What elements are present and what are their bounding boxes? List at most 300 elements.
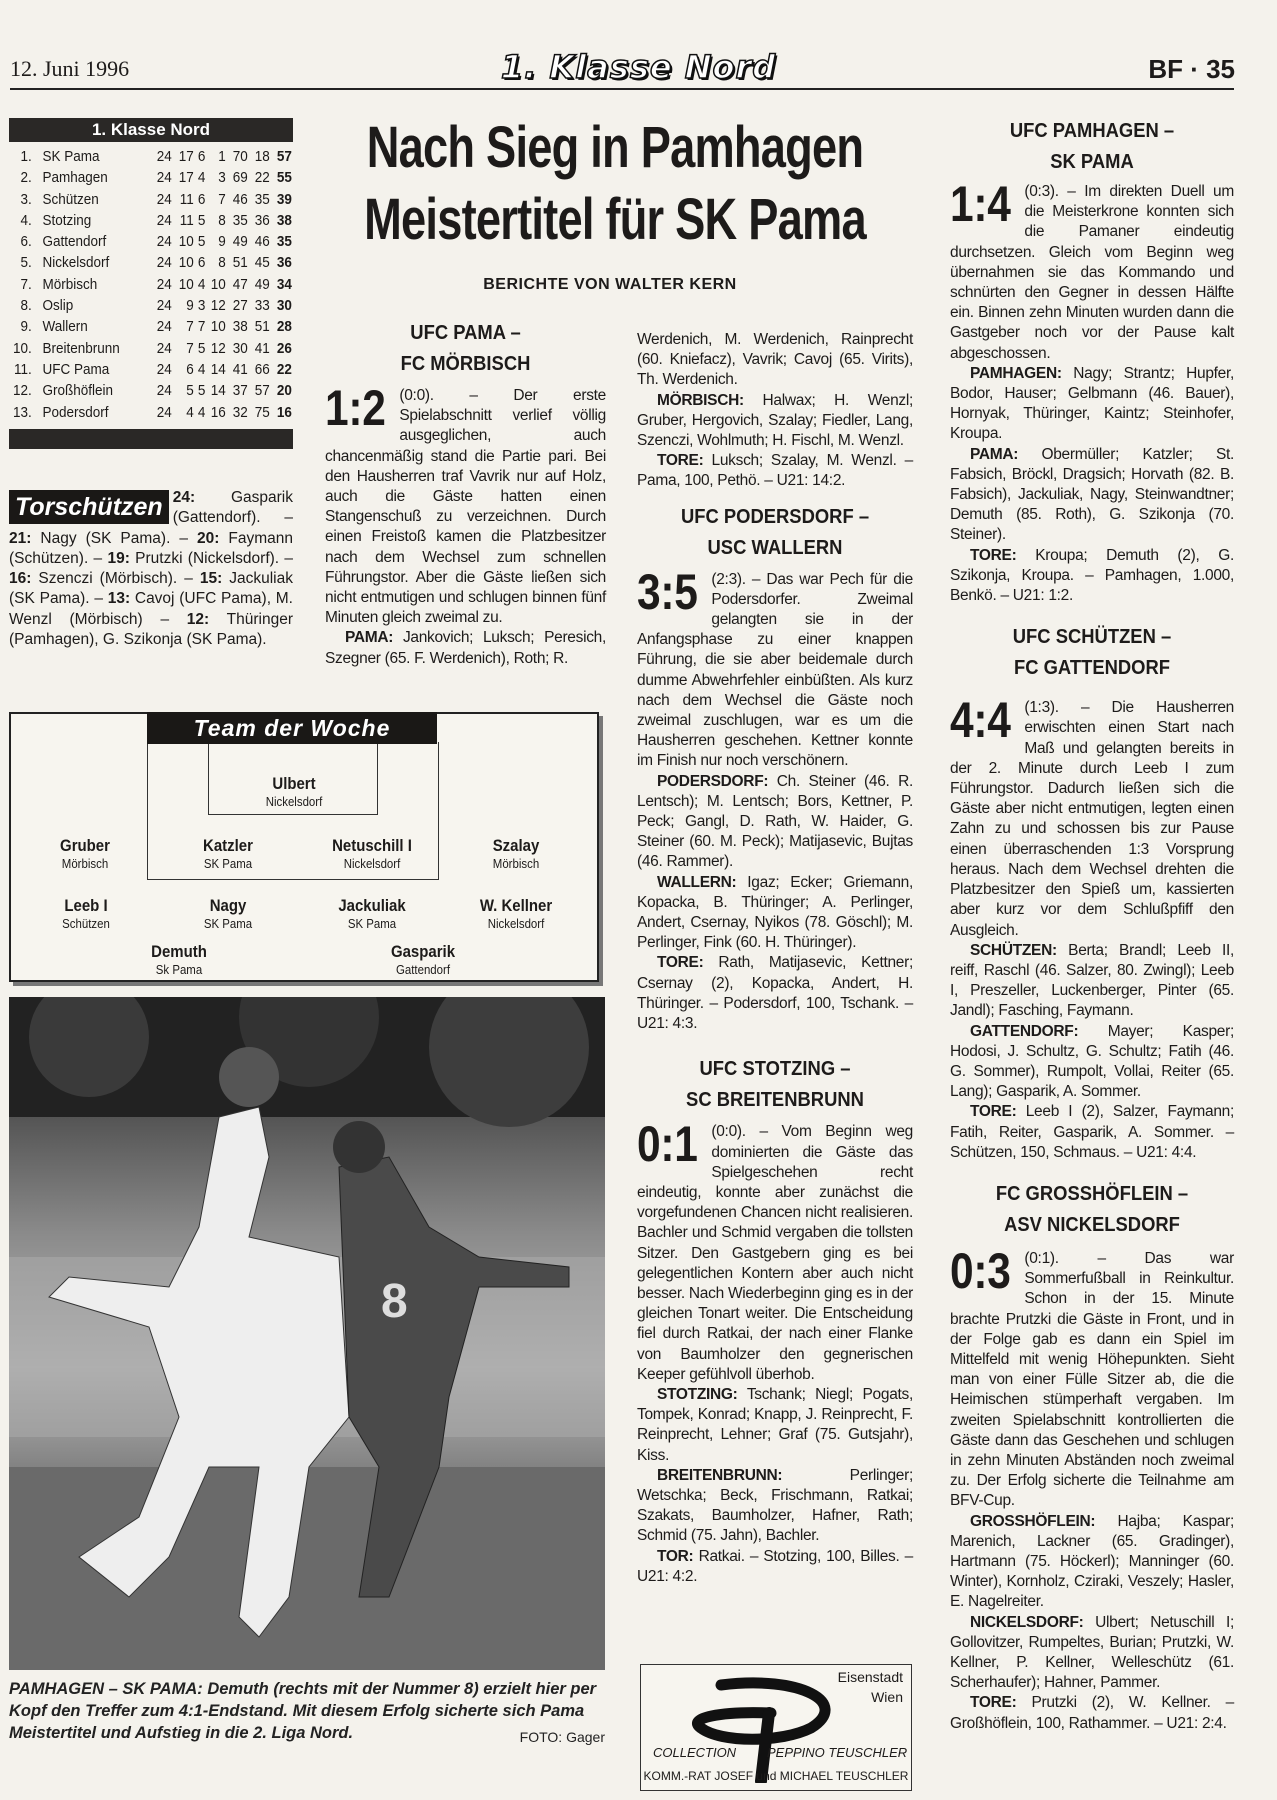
scorer-goals: 20: [196,529,220,547]
lineup-paragraph [637,772,913,873]
lineup-paragraph [325,628,606,668]
table-cell: 8 [218,211,227,229]
player [441,836,591,871]
table-cell: 24 [156,211,172,229]
advertisement [640,1664,912,1791]
lineup-paragraph [637,953,913,1034]
scorer-goals: 19: [107,549,130,567]
lineup-paragraph [950,364,1234,445]
table-cell: 4 [197,403,205,421]
table-cell: 7 [185,339,194,357]
table-cell: 49 [233,233,249,251]
lineup-paragraph [950,1512,1234,1613]
points: 34 [276,275,292,293]
away-team: FC GATTENDORF [1013,657,1171,680]
lineup-paragraph [637,1466,913,1547]
player [153,836,303,871]
home-team: UFC STOTZING – [699,1058,851,1081]
table-cell: 9 [218,233,227,251]
points: 30 [276,297,292,315]
scorer-name: Faymann (Schützen). – [9,529,293,567]
match-heading [961,116,1222,178]
table-cell: 5 [197,233,205,251]
team-label: SCHÜTZEN: [970,941,1057,959]
table-cell: 22 [254,169,270,187]
table-cell: 36 [254,211,270,229]
table-cell: 5. [20,254,32,272]
team-label: PAMHAGEN: [970,364,1062,382]
table-cell: 13. [13,403,32,421]
table-row [9,359,293,380]
ad-collection: COLLECTION [653,1745,737,1760]
table-cell: 8. [20,297,32,315]
paragraph-text: Ulbert; Netuschill I; Gollovitzer, Rumpeltes, Burian; Prutzki, W. Kellner, P. Kellner, Welleschütz (61. Scherhaufer); Hahner, Pammer. [950,1613,1234,1692]
table-cell: 16 [211,403,227,421]
table-cell: 17 [178,148,194,165]
match-summary [950,1242,1234,1512]
team-name: Gattendorf [42,233,107,251]
team-name: SK Pama [42,148,100,165]
team-name: Pamhagen [42,169,108,187]
top-scorers-title: Torschützen [9,490,169,524]
home-team: UFC PAMHAGEN – [1009,120,1175,142]
away-team: USC WALLERN [707,536,843,559]
paragraph-text: Leeb I (2), Salzer, Faymann; Fatih, Reiter, Gasparik, A. Sommer. – Schützen, 150, Schmaus. – U21: 4:4. [950,1103,1234,1161]
table-cell: 51 [254,318,270,336]
team-label: PAMA: [970,445,1019,463]
table-cell: 24 [156,190,172,208]
table-cell: 51 [233,254,249,272]
player-name: Nagy [209,896,247,915]
match-report [950,622,1234,1163]
table-cell: 3. [20,190,32,208]
lineup-paragraph [637,1385,913,1466]
paragraph-text: Ratkai. – Stotzing, 100, Billes. – U21: 4:2. [637,1547,913,1585]
table-cell: 41 [254,339,270,357]
table-cell: 5 [197,211,205,229]
home-team: UFC PODERSDORF – [680,505,870,528]
player-club: SK Pama [347,916,397,931]
player [297,896,447,931]
final-score: 1:2 [325,380,386,436]
match-summary [637,563,913,772]
top-scorers [9,488,293,650]
player-name: Ulbert [272,774,316,793]
away-team: ASV NICKELSDORF [1004,1213,1180,1236]
match-heading [961,622,1222,684]
table-cell: 4. [20,211,32,229]
shirt-number: 8 [381,1275,408,1328]
match-photo [9,997,605,1670]
team-name: Nickelsdorf [42,254,110,272]
table-cell: 10 [178,254,194,272]
table-cell: 38 [233,318,249,336]
player-club: Mörbisch [492,856,540,871]
player-club: Gattendorf [395,962,451,977]
table-cell: 46 [233,190,249,208]
ad-city-2: Wien [871,1689,903,1705]
player-name: Jackuliak [338,896,406,915]
scorer-name: Thüringer (Pamhagen), G. Szikonja (SK Pama). [9,610,293,649]
table-cell: 24 [156,318,172,336]
paragraph-text: Luksch; Szalay, M. Wenzl. – Pama, 100, Pethö. – U21: 14:2. [637,452,913,490]
table-cell: 24 [156,360,172,378]
paragraph-text: Perlinger; Wetschka; Beck, Frischmann, Ratkai; Szakats, Baumholzer, Hafner, Rath; Schmid (75. Jahn), Bachler. [637,1466,913,1545]
paragraph-text: Jankovich; Luksch; Peresich, Szegner (65. F. Werdenich), Roth; R. [325,629,606,667]
table-cell: 17 [178,169,194,187]
table-row [9,167,293,188]
table-cell: 46 [254,233,270,251]
page-number: BF · 35 [1148,54,1235,84]
final-score: 4:4 [950,692,1011,749]
match-summary [637,1116,913,1385]
match-heading [961,1179,1222,1241]
team-of-the-week-title: Team der Woche [147,712,437,744]
table-cell: 7 [185,318,194,336]
home-team: UFC PAMA – [410,322,521,344]
table-row [9,146,293,167]
team-label: NICKELSDORF: [970,1613,1084,1631]
table-cell: 24 [156,254,172,272]
scorer-name: Prutzki (Nickelsdorf). – [129,549,293,567]
table-cell: 6 [185,360,194,378]
match-report [950,1179,1234,1734]
team-of-the-week [9,712,599,982]
summary-text: (0:3). – Im direkten Duell um die Meisterkrone konnten sich die Pamaner eindeutig durchsetzen. Gleich vom Beginn weg übernahmen sie das Kommando und schnürten den Gegner in dessen Hälfte ein. Binnen zehn Minuten wurden dann die Gastgeber noch vor der Pause kalt abgeschossen. [950,183,1234,362]
team-label: WALLERN: [657,873,737,891]
team-label: GROSSHÖFLEIN: [970,1512,1096,1530]
player-club: Schützen [62,916,110,931]
points: 26 [276,339,292,357]
lineup-paragraph [950,1102,1234,1163]
points: 28 [276,318,292,336]
table-cell: 57 [254,382,270,400]
player [348,942,498,977]
table-cell: 75 [254,403,270,421]
table-cell: 24 [156,233,172,251]
final-score: 3:5 [637,563,698,620]
table-cell: 4 [197,360,205,378]
table-cell: 66 [254,360,270,378]
lineup-paragraph [637,330,913,391]
table-cell: 9 [185,297,194,315]
section-title: 1. Klasse Nord [500,48,777,86]
player-club: Mörbisch [61,856,109,871]
paragraph-text: Tschank; Niegl; Pogats, Tompek, Konrad; Knapp, J. Reinprecht, F. Reinprecht, Lehner; Graf (75. Gutsjahr), Kiss. [637,1385,913,1464]
table-cell: 6 [197,254,205,272]
table-cell: 35 [254,190,270,208]
lineup-paragraph [950,1022,1234,1103]
match-summary [950,176,1234,364]
lineup-paragraph [637,391,913,452]
final-score: 1:4 [950,176,1011,232]
table-row [9,316,293,337]
lineup-paragraph [950,941,1234,1022]
player-club: Nickelsdorf [343,856,401,871]
paragraph-text: Werdenich, M. Werdenich, Rainprecht (60. Kniefacz), Vavrik; Cavoj (65. Virits), Th. Werdenich. [637,331,913,389]
paragraph-text: Obermüller; Katzler; St. Fabsich, Bröckl, Dragsich; Horvath (82. B. Fabsich), Jackuliak, Nagy, Steinwandtner; Demuth (85. Roth), G. Szikonja (70. Steiner). [950,445,1234,544]
points: 16 [276,403,292,421]
table-cell: 3 [197,297,205,315]
table-footer-bar [9,429,293,449]
table-cell: 14 [211,382,227,400]
match-report [637,502,913,1035]
scorer-goals: 21: [9,529,32,547]
table-cell: 2. [20,169,32,187]
match-heading [648,502,902,564]
table-cell: 24 [156,148,172,165]
table-cell: 32 [233,403,249,421]
match-report [950,116,1234,606]
table-row [9,189,293,210]
player-name: Katzler [203,836,253,855]
summary-text: (0:0). – Vom Beginn weg dominierten die Gäste das Spielgeschehen recht eindeutig, konnte aber zunächst die vorgefundenen Chancen nicht realisieren. Bachler und Schmid vergaben die tollsten Sitzer. Den Gastgebern ging es bei gelegentlichen Kontern aber auch nicht besser. Nach Wiederbeginn ging es in der gleichen Tonart weiter. Die Entscheidung fiel durch Ratkai, der nach einer Flanke von Baumholzer den gegnerischen Keeper gefühlvoll überhob. [637,1123,913,1383]
team-label: PAMA: [345,629,394,647]
ad-owners: KOMM.-RAT JOSEF und MICHAEL TEUSCHLER [643,1769,909,1783]
team-label: GATTENDORF: [970,1022,1079,1040]
headline-line-2: Meistertitel für SK Pama [364,187,866,252]
table-cell: 8 [218,254,227,272]
table-row [9,338,293,359]
lineup-paragraph [637,451,913,491]
table-cell: 45 [254,254,270,272]
team-name: Großhöflein [42,382,114,400]
player-club: SK Pama [203,856,253,871]
summary-text: (1:3). – Die Hausherren erwischten einen Start nach Maß und gelangten bereits in der 2. Minute durch Leeb I zum Führungstor. Dadurch ließen sich die Gäste aber nicht entmutigen, legten einen Zahn zu und schossen bis zur Pause einen überraschenden 1:3 Vorsprung heraus. Nach dem Wechsel drehten die Platzbesitzer den Spieß um, kassierten aber kurz vor dem Schlußpfiff den Ausgleich. [950,699,1234,939]
table-cell: 24 [156,339,172,357]
match-report [325,318,606,669]
table-cell: 11 [179,211,194,229]
match-heading [336,318,595,380]
team-label: TORE: [657,452,704,470]
table-row [9,210,293,231]
team-label: PODERSDORF: [657,772,769,790]
home-team: FC GROSSHÖFLEIN – [995,1182,1189,1205]
paragraph-text: Nagy; Strantz; Hupfer, Bodor, Hauser; Gelbmann (46. Bauer), Hornyak, Thüringer, Kaintz; Steinhofer, Kroupa. [950,364,1234,443]
team-label: MÖRBISCH: [657,391,744,409]
table-cell: 5 [197,339,205,357]
team-label: TORE: [657,954,704,972]
table-cell: 10 [211,318,227,336]
scorer-goals: 15: [199,570,223,588]
table-cell: 12. [13,382,32,400]
scorer-name: Jackuliak (SK Pama). – [9,570,293,608]
team-name: Podersdorf [42,403,109,421]
scorer-goals: 16: [9,570,32,588]
scorer-goals: 12: [186,610,210,628]
points: 22 [276,360,292,378]
table-row [9,380,293,401]
points: 36 [276,254,292,272]
player-name: W. Kellner [479,896,553,915]
points: 20 [276,382,292,400]
table-cell: 24 [156,382,172,400]
player-name: Gasparik [390,942,456,961]
match-summary [325,380,606,628]
table-cell: 7. [20,275,32,293]
lineup-paragraph [637,873,913,954]
table-row [9,295,293,316]
player-club: Nickelsdorf [487,916,545,931]
final-score: 0:3 [950,1242,1011,1299]
table-cell: 7 [197,318,205,336]
paragraph-text: Berta; Brandl; Leeb II, reiff, Raschl (46. Salzer, 80. Zwingl); Leeb I, Preszeller, Luckenberger, Pinter (65. Jandl); Fasching, Faymann. [950,941,1234,1020]
table-cell: 37 [233,382,249,400]
points: 35 [276,233,292,251]
table-cell: 9. [20,318,32,336]
table-cell: 6 [197,148,205,165]
lineup-paragraph [950,546,1234,607]
header-rule [10,88,1234,90]
table-cell: 1. [20,148,32,165]
paragraph-text: Rath, Matijasevic, Kettner; Csernay (2), Kopacka, Andert, H. Thüringer. – Podersdorf, 100, Tschank. – U21: 4:3. [637,954,913,1033]
table-cell: 14 [211,360,227,378]
table-cell: 5 [185,382,194,400]
player-club: Nickelsdorf [265,794,323,809]
table-row [9,402,293,423]
headline-line-1: Nach Sieg in Pamhagen [366,115,864,180]
lineup-paragraph [950,445,1234,546]
table-cell: 10 [178,233,194,251]
player-club: SK Pama [203,916,253,931]
table-cell: 24 [156,297,172,315]
team-name: Oslip [42,297,74,315]
column-4 [950,116,1234,1734]
team-name: Breitenbrunn [42,339,120,357]
table-cell: 41 [233,360,249,378]
team-label: BREITENBRUNN: [657,1466,783,1484]
table-cell: 24 [156,403,172,421]
peppino-logo-icon [681,1673,841,1783]
team-label: STOTZING: [657,1385,738,1403]
away-team: FC MÖRBISCH [400,353,531,375]
match-report [637,1054,913,1587]
scorer-name: Gasparik (Gattendorf). – [172,489,293,527]
paragraph-text: Halwax; H. Wenzl; Gruber, Hergovich, Szalay; Fiedler, Lang, Szenczi, Wohlmuth; H. Fischl, M. Wenzl. [637,391,913,450]
final-score: 0:1 [637,1116,698,1173]
table-cell: 10. [13,339,32,357]
table-cell: 1 [218,148,227,165]
player-name: Gruber [60,836,110,855]
photo-credit: FOTO: Gager [519,1729,605,1745]
lineup-paragraph [637,1547,913,1587]
player [10,836,160,871]
column-2 [325,318,606,669]
scorer-goals: 24: [172,489,196,506]
player-name: Leeb I [64,896,108,915]
points: 39 [276,190,292,208]
player [297,836,447,871]
photo-caption [9,1678,605,1748]
table-cell: 7 [218,190,227,208]
table-cell: 70 [233,148,249,165]
table-cell: 11 [179,190,194,208]
table-cell: 4 [197,275,205,293]
table-row [9,274,293,295]
table-cell: 47 [233,275,249,293]
points: 57 [276,148,292,165]
scorer-name: Szenczi (Mörbisch). – [31,570,200,588]
table-cell: 11. [14,360,32,378]
paragraph-text: Kroupa; Demuth (2), G. Szikonja, Kroupa. – Pamhagen, 1.000, Benkö. – U21: 1:2. [950,546,1234,605]
table-cell: 33 [254,297,270,315]
player-club: Sk Pama [155,962,203,977]
caption-text: PAMHAGEN – SK PAMA: Demuth (rechts mit der Nummer 8) erzielt hier per Kopf den Treffer zum 4:1-Endstand. Mit diesem Erfolg sicherte sich Pama Meistertitel und Aufstieg in die 2. Liga Nord. [9,1680,597,1742]
player [153,896,303,931]
table-cell: 4 [197,169,205,187]
table-cell: 6 [197,190,205,208]
team-name: UFC Pama [42,360,110,378]
column-3 [637,330,913,1587]
team-label: TORE: [970,1694,1017,1712]
table-cell: 69 [233,169,249,187]
table-cell: 24 [156,169,172,187]
paragraph-text: Igaz; Ecker; Griemann, Kopacka, B. Thüringer; A. Perlinger, Andert, Csernay, Nyikos (78. Göschl); M. Perlinger, Fink (60. H. Thüringer). [637,873,913,952]
team-label: TOR: [657,1547,694,1565]
team-name: Mörbisch [42,275,98,293]
byline: BERICHTE VON WALTER KERN [483,276,737,293]
league-table [9,118,293,449]
summary-text: (2:3). – Das war Pech für die Podersdorfer. Zweimal gelangten sie in der Anfangsphase zu einer knappen Führung, die sie aber beidemale durch dumme Abwehrfehler einbüßten. Als kurz nach dem Wechsel die Gäste noch zweimal zuschlugen, war es um die Hausherren geschehen. Kettner konnte im Finish nur noch verschönern. [637,570,913,770]
table-cell: 5 [197,382,205,400]
paragraph-text: Mayer; Kasper; Hodosi, J. Schultz, G. Schultz; Fatih (46. G. Sommer), Rumpolt, Vollai, Reiter (65. Lang); Gasparik, A. Sommer. [950,1022,1234,1101]
team-name: Stotzing [42,211,92,229]
table-cell: 35 [233,211,249,229]
table-cell: 49 [254,275,270,293]
headline [307,112,923,256]
table-cell: 10 [178,275,194,293]
table-cell: 4 [185,403,194,421]
lineup-paragraph [950,1693,1234,1733]
issue-date: 12. Juni 1996 [10,56,130,81]
home-team: UFC SCHÜTZEN – [1012,626,1172,649]
away-team: SK PAMA [1050,151,1134,173]
summary-text: (0:0). – Der erste Spielabschnitt verlief völlig ausgeglichen, auch chancenmäßig stand die Partie pari. Bei den Hausherren traf Vavrik nur auf Holz, auch die Gäste hatten einen Stangenschuß zu verzeichnen. Durch einen Freistoß kamen die Platzbesitzer nach dem Wechsel zum schnellen Führungstor. Aber die Gäste ließen sich nicht entmutigen und schlugen binnen fünf Minuten gleich zweimal zu. [325,387,606,627]
points: 55 [276,169,292,187]
team-label: TORE: [970,546,1017,564]
scorer-name: Nagy (SK Pama). – [31,529,197,547]
player-name: Netuschill I [332,836,412,855]
match-heading [648,1054,902,1116]
scorer-name: Cavoj (UFC Pama), M. Wenzl (Mörbisch) – [9,590,293,628]
player [104,942,254,977]
away-team: SC BREITENBRUNN [686,1089,864,1112]
ad-city-1: Eisenstadt [837,1669,903,1685]
table-cell: 24 [156,275,172,293]
league-table-title: 1. Klasse Nord [9,118,293,142]
table-cell: 12 [211,339,227,357]
table-cell: 12 [211,297,227,315]
points: 38 [276,211,292,229]
table-row [9,252,293,273]
ad-brand: PEPPINO TEUSCHLER [767,1745,908,1760]
scorer-goals: 13: [107,590,131,608]
paragraph-text: Hajba; Kaspar; Marenich, Lackner (65. Gradinger), Hartmann (75. Höckerl); Manninger (60. Winter), Kornholz, Cziraki, Veszely; Hasler, E. Nagelreiter. [950,1512,1234,1611]
table-row [9,231,293,252]
player [219,774,369,809]
player-name: Szalay [492,836,540,855]
team-label: TORE: [970,1103,1017,1121]
table-cell: 3 [218,169,227,187]
player [441,896,591,931]
paragraph-text: Prutzki (2), W. Kellner. – Großhöflein, 100, Rathammer. – U21: 2:4. [950,1694,1234,1732]
photo-image [9,997,605,1670]
table-cell: 6. [20,233,32,251]
table-cell: 30 [233,339,249,357]
player-name: Demuth [151,942,207,961]
team-name: Schützen [42,190,99,208]
player [11,896,161,931]
